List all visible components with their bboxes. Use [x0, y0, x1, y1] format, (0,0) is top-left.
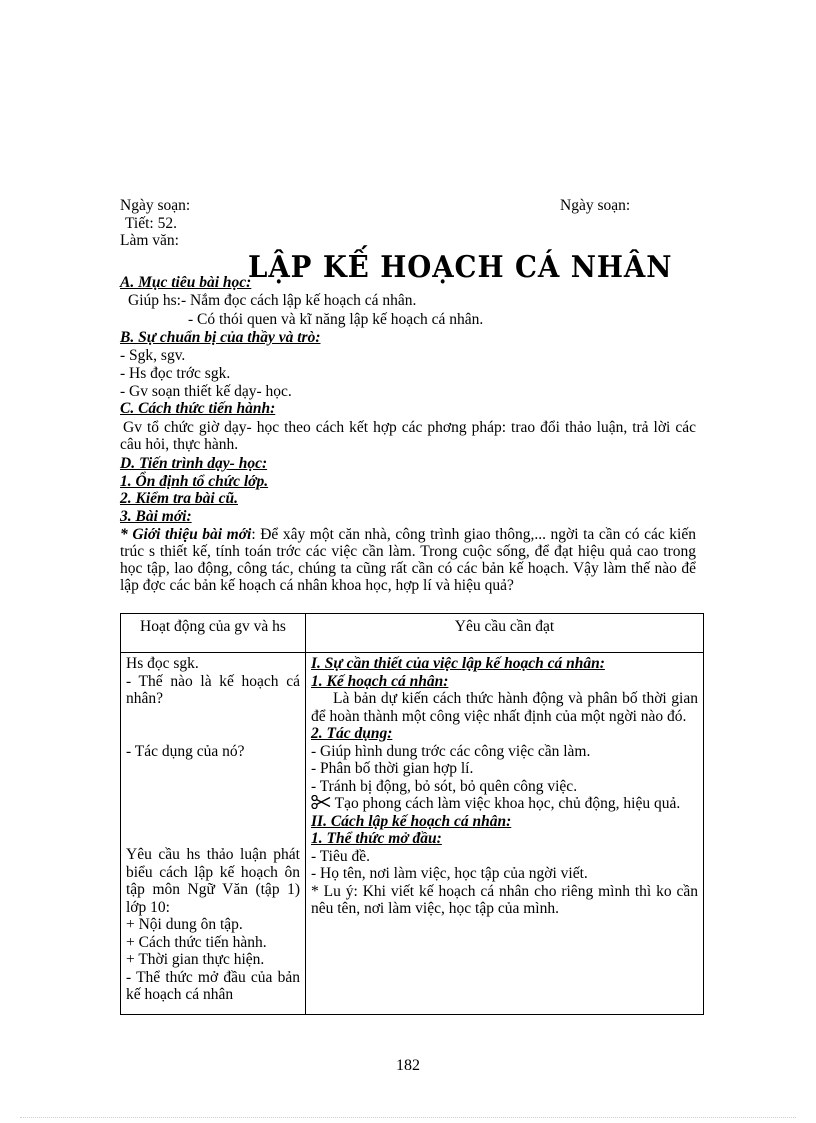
- right-line: Là bản dự kiến cách thức hành động và phân bố thời gian để hoàn thành một công việc nhất định của một ngời nào đó.: [311, 690, 698, 725]
- left-line: - Thể thức mở đầu của bản kế hoạch cá nhân: [126, 968, 300, 1003]
- right-line-scissors: [311, 795, 698, 813]
- right-subheading: 2. Tác dụng:: [311, 725, 393, 742]
- step-3: 3. Bài mới:: [120, 508, 192, 525]
- ngay-soan-right: Ngày soạn:: [560, 197, 631, 214]
- section-d-heading: D. Tiến trình dạy- học:: [120, 455, 268, 472]
- left-line: Yêu cầu hs thảo luận phát biểu cách lập kế hoạch ôn tập môn Ngữ Văn (tập 1) lớp 10:: [126, 846, 300, 916]
- page-number: 182: [396, 1057, 420, 1074]
- left-line: - Thế nào là kế hoạch cá nhân?: [126, 672, 300, 707]
- section-b-item: - Gv soạn thiết kế dạy- học.: [120, 383, 292, 400]
- intro-label: * Giới thiệu bài mới: [120, 526, 252, 543]
- right-line: - Họ tên, nơi làm việc, học tập của ngời viết.: [311, 865, 588, 882]
- right-line: Tạo phong cách làm việc khoa học, chủ động, hiệu quả.: [334, 795, 681, 812]
- col-header-activity: Hoạt động của gv và hs: [121, 614, 306, 653]
- page-title: LẬP KẾ HOẠCH CÁ NHÂN: [248, 250, 673, 285]
- left-line: Hs đọc sgk.: [126, 655, 199, 672]
- footer-divider: [20, 1117, 796, 1118]
- step-2: 2. Kiểm tra bài cũ.: [120, 490, 238, 507]
- right-subheading: 1. Thể thức mở đầu:: [311, 830, 442, 847]
- right-line: * Lu ý: Khi viết kế hoạch cá nhân cho riêng mình thì ko cần nêu tên, nơi làm việc, học tập của mình.: [311, 882, 698, 917]
- left-line: + Cách thức tiến hành.: [126, 933, 267, 951]
- section-a-line1: Giúp hs:- Nắm đọc cách lập kế hoạch cá nhân.: [128, 292, 417, 309]
- requirements-cell: [306, 653, 704, 1015]
- activity-table: [120, 613, 704, 1015]
- right-heading: II. Cách lập kế hoạch cá nhân:: [311, 812, 512, 830]
- ngay-soan-left: Ngày soạn:: [120, 197, 191, 214]
- step-1: 1. Ổn định tổ chức lớp.: [120, 473, 269, 490]
- right-line: - Giúp hình dung trớc các công việc cần làm.: [311, 742, 591, 760]
- table-header-row: [121, 614, 704, 653]
- right-line: - Phân bố thời gian hợp lí.: [311, 760, 474, 777]
- col-header-requirements: Yêu cầu cần đạt: [306, 614, 704, 653]
- right-line: - Tránh bị động, bỏ sót, bỏ quên công việc.: [311, 777, 578, 795]
- right-subheading: 1. Kế hoạch cá nhân:: [311, 672, 449, 690]
- intro-paragraph: [120, 526, 696, 594]
- section-a-line2: - Có thói quen và kĩ năng lập kế hoạch cá nhân.: [188, 311, 484, 328]
- table-row: [121, 653, 704, 1015]
- scissors-icon: [311, 795, 331, 809]
- section-a-heading: A. Mục tiêu bài học:: [120, 274, 252, 291]
- lam-van-label: Làm văn:: [120, 232, 179, 249]
- intro-text: : Để xây một căn nhà, công trình giao thông,... ngời ta cần có các kiến trúc s thiết kế, tính toán trớc các việc cần làm. Trong cuộc sống, để đạt hiệu quả cao trong học tập, lao động, công tác, chúng ta cũng rất cần có các bản kế hoạch. Vậy làm thế nào để lập đợc các bản kế hoạch cá nhân khoa học, hợp lí và hiệu quả?: [120, 526, 696, 594]
- section-b-heading: B. Sự chuẩn bị của thầy và trò:: [120, 329, 321, 346]
- left-line: + Nội dung ôn tập.: [126, 916, 243, 933]
- right-line: - Tiêu đề.: [311, 847, 370, 865]
- tiet-label: Tiết: 52.: [125, 215, 177, 232]
- left-line: + Thời gian thực hiện.: [126, 951, 265, 968]
- activity-cell: [121, 653, 306, 1015]
- right-heading: I. Sự cần thiết của việc lập kế hoạch cá nhân:: [311, 655, 605, 672]
- section-b-item: - Sgk, sgv.: [120, 347, 186, 364]
- section-c-heading: C. Cách thức tiến hành:: [120, 400, 276, 417]
- section-b-item: - Hs đọc trớc sgk.: [120, 365, 231, 382]
- section-c-text: Gv tổ chức giờ dạy- học theo cách kết hợp các phơng pháp: trao đổi thảo luận, trả lời các câu hỏi, thực hành.: [120, 419, 696, 453]
- left-line: - Tác dụng của nó?: [126, 742, 245, 760]
